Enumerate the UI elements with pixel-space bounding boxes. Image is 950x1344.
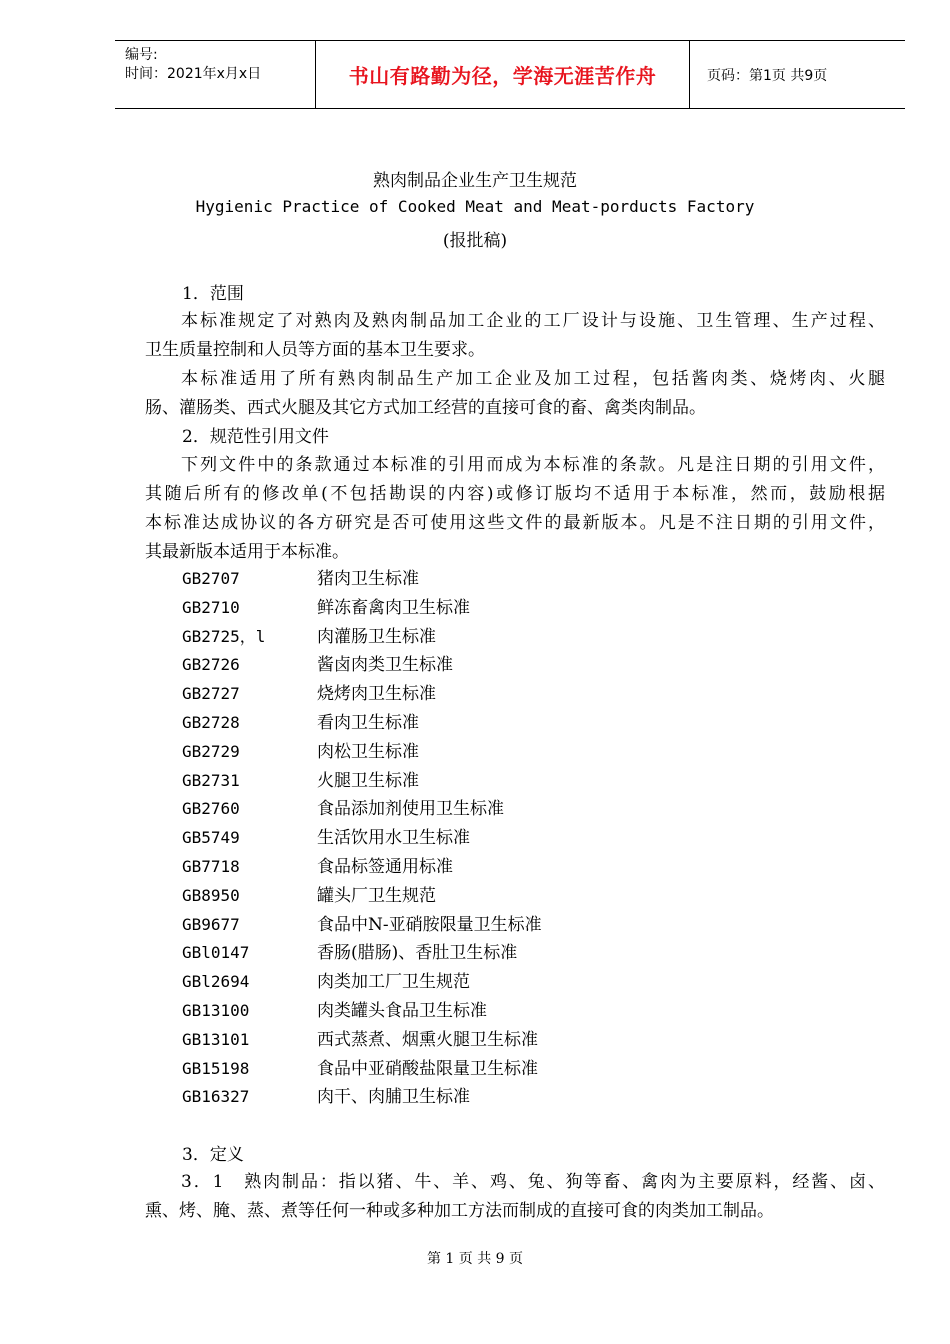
paragraph-line: 本标准达成协议的各方研究是否可使用这些文件的最新版本。凡是不注日期的引用文件， xyxy=(145,513,885,533)
standard-code: GB2707 xyxy=(182,569,240,588)
standard-row xyxy=(182,653,782,682)
standard-code: GB2710 xyxy=(182,597,240,617)
standard-name: 罐头厂卫生规范 xyxy=(317,885,436,906)
standard-name: 肉松卫生标准 xyxy=(317,741,419,762)
document-title: 熟肉制品企业生产卫生规范 xyxy=(373,171,577,191)
standard-row xyxy=(182,884,782,913)
header-page-info xyxy=(699,41,905,108)
standard-code: GB13100 xyxy=(182,1000,250,1020)
standard-row xyxy=(182,855,782,884)
standard-code: GB5749 xyxy=(182,828,240,848)
paragraph-line: 其随后所有的修改单(不包括勘误的内容)或修订版均不适用于本标准，然而，鼓励根据 xyxy=(145,484,885,504)
standard-code: GB2727 xyxy=(182,684,240,704)
standard-row xyxy=(182,711,782,740)
standard-code: GB2725，l xyxy=(182,626,266,646)
standard-name: 食品标签通用标准 xyxy=(317,856,453,877)
document-status-note: (报批稿) xyxy=(442,231,508,251)
standard-name: 肉干、肉脯卫生标准 xyxy=(317,1087,470,1108)
paragraph-line: 卫生质量控制和人员等方面的基本卫生要求。 xyxy=(145,340,485,360)
standard-row xyxy=(182,970,782,999)
standard-row xyxy=(182,769,782,798)
standard-code: GBl0147 xyxy=(182,943,250,963)
standard-row xyxy=(182,941,782,970)
section-2-paragraph xyxy=(145,451,885,567)
standard-name: 猪肉卫生标准 xyxy=(317,569,419,589)
standard-row xyxy=(182,1085,782,1114)
header-page-text: 页码：第1页 共9页 xyxy=(707,67,828,84)
standard-name: 烧烤肉卫生标准 xyxy=(317,684,436,705)
standard-code: GB7718 xyxy=(182,856,240,876)
section-1-paragraph-1 xyxy=(145,307,885,365)
standard-name: 酱卤肉类卫生标准 xyxy=(317,655,453,676)
header-meta-cell xyxy=(115,41,316,108)
section-2-heading: 2．规范性引用文件 xyxy=(182,427,329,447)
standard-row xyxy=(182,682,782,711)
standard-row xyxy=(182,999,782,1028)
standard-row xyxy=(182,596,782,625)
standard-code: GB2728 xyxy=(182,712,240,732)
standard-name: 生活饮用水卫生标准 xyxy=(317,828,470,849)
document-title-english: Hygienic Practice of Cooked Meat and Meat-porducts Factory xyxy=(195,197,755,216)
standard-name: 看肉卫生标准 xyxy=(317,712,419,733)
paragraph-line: 其最新版本适用于本标准。 xyxy=(145,542,349,562)
standard-code: GBl2694 xyxy=(182,972,250,992)
paragraph-line: 本标准适用了所有熟肉制品生产加工企业及加工过程，包括酱肉类、烧烤肉、火腿 xyxy=(181,369,885,389)
section-1-paragraph-2 xyxy=(145,365,885,423)
page-header xyxy=(115,40,905,109)
standard-name: 食品添加剂使用卫生标准 xyxy=(317,799,504,820)
page-footer: 第 1 页 共 9 页 xyxy=(426,1251,524,1267)
document-time-label: 时间：2021年x月x日 xyxy=(125,66,262,82)
section-1-heading: 1．范围 xyxy=(182,284,244,304)
standard-name: 西式蒸煮、烟熏火腿卫生标准 xyxy=(317,1029,538,1050)
standard-name: 肉类罐头食品卫生标准 xyxy=(317,1000,487,1021)
standard-row xyxy=(182,1057,782,1086)
standard-row xyxy=(182,913,782,942)
standard-code: GB13101 xyxy=(182,1029,250,1049)
standard-code: GB2726 xyxy=(182,655,240,675)
standard-row xyxy=(182,740,782,769)
standard-name: 肉灌肠卫生标准 xyxy=(317,626,436,647)
standard-name: 香肠(腊肠)、香肚卫生标准 xyxy=(317,943,518,964)
paragraph-line: 3．1 熟肉制品：指以猪、牛、羊、鸡、兔、狗等畜、禽肉为主要原料，经酱、卤、 xyxy=(181,1172,885,1192)
standard-name: 食品中亚硝酸盐限量卫生标准 xyxy=(317,1058,538,1079)
standard-name: 肉类加工厂卫生规范 xyxy=(317,972,470,993)
standard-code: GB8950 xyxy=(182,885,240,905)
standard-code: GB9677 xyxy=(182,914,240,934)
standard-code: GB2729 xyxy=(182,741,240,761)
header-motto: 书山有路勤为径，学海无涯苦作舟 xyxy=(316,41,690,108)
section-3-paragraph xyxy=(145,1168,885,1226)
referenced-standards-list xyxy=(182,567,782,1114)
standard-name: 火腿卫生标准 xyxy=(317,770,419,791)
section-3-heading: 3．定义 xyxy=(182,1145,244,1165)
paragraph-line: 肠、灌肠类、西式火腿及其它方式加工经营的直接可食的畜、禽类肉制品。 xyxy=(145,398,706,418)
paragraph-line: 下列文件中的条款通过本标准的引用而成为本标准的条款。凡是注日期的引用文件， xyxy=(181,455,885,475)
standard-code: GB16327 xyxy=(182,1087,250,1107)
standard-row xyxy=(182,1028,782,1057)
paragraph-line: 熏、烤、腌、蒸、煮等任何一种或多种加工方法而制成的直接可食的肉类加工制品。 xyxy=(145,1201,774,1221)
standard-code: GB15198 xyxy=(182,1058,250,1078)
document-number-label: 编号: xyxy=(125,47,158,63)
standard-code: GB2760 xyxy=(182,799,240,819)
standard-name: 鲜冻畜禽肉卫生标准 xyxy=(317,597,470,618)
standard-name: 食品中N-亚硝胺限量卫生标准 xyxy=(317,914,542,935)
standard-code: GB2731 xyxy=(182,770,240,790)
standard-row xyxy=(182,567,782,596)
standard-row xyxy=(182,826,782,855)
standard-row xyxy=(182,625,782,654)
paragraph-line: 本标准规定了对熟肉及熟肉制品加工企业的工厂设计与设施、卫生管理、生产过程、 xyxy=(181,311,885,331)
standard-row xyxy=(182,797,782,826)
